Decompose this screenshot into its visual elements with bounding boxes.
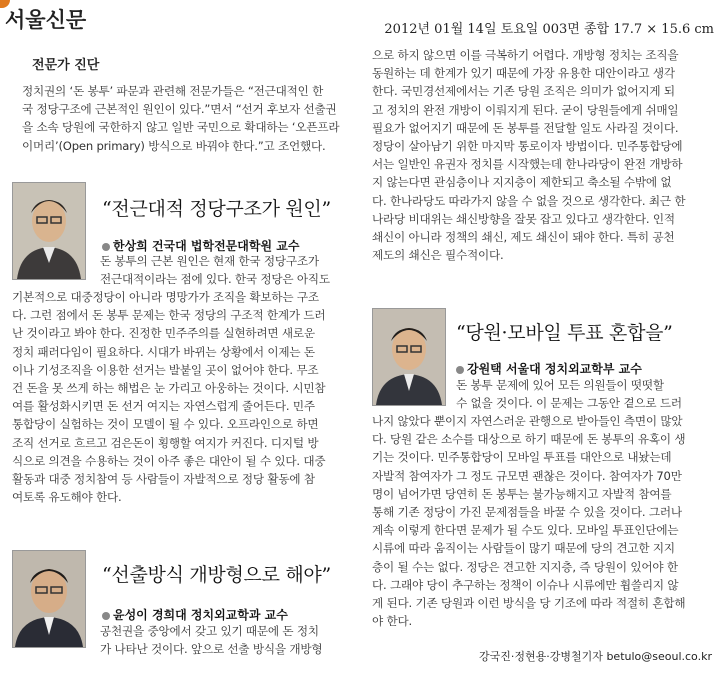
expert2-line: 쇄신이 아니라 정책의 쇄신, 제도 쇄신이 돼야 한다. 특히 공천 <box>372 230 675 245</box>
expert3-line: 나지 않았다 뿐이지 자연스러운 관행으로 받아들인 측면이 많았 <box>372 414 683 428</box>
expert1-paragraph-body <box>12 288 358 506</box>
reporter-credit <box>479 648 712 664</box>
expert3-line: 다. 당원 같은 소수를 대상으로 하기 때문에 돈 봉투의 유혹이 생 <box>372 432 686 447</box>
expert2-line: 지 않는다면 관심층이나 지지층이 제한되고 축소될 수밖에 없 <box>372 175 672 190</box>
expert2-line: 제도의 쇄신은 필수적이다. <box>372 248 504 263</box>
expert3-quote: “당원·모바일 투표 혼합을” <box>456 322 673 344</box>
expert2-photo <box>12 550 86 648</box>
bullet-icon <box>102 612 110 620</box>
newspaper-logo: 서울신문 <box>5 8 87 32</box>
expert1-name: 한상희 건국대 법학전문대학원 교수 <box>113 239 300 253</box>
expert1-line: 통합당이 실험하는 것이 모델이 될 수 있다. 오프라인으로 하면 <box>12 417 319 432</box>
bullet-icon <box>102 243 110 251</box>
expert2-name: 윤성이 경희대 정치외교학과 교수 <box>113 608 288 622</box>
expert1-quote: “전근대적 정당구조가 원인” <box>102 198 331 220</box>
expert3-paragraph-top <box>456 376 712 412</box>
expert2-line: 다. 한나라당도 따라가지 않을 수 없을 것으로 생각한다. 최근 한 <box>372 193 686 208</box>
dateline: 2012년 01월 14일 토요일 003면 종합 17.7 × 15.6 cm <box>384 22 714 37</box>
expert3-byline <box>456 360 642 377</box>
expert2-quote: “선출방식 개방형으로 해야” <box>102 564 331 586</box>
expert1-line: 조직 선거로 흐르고 검은돈이 횡행할 여지가 커진다. 디지털 방 <box>12 435 319 450</box>
intro-paragraph <box>22 82 358 155</box>
expert3-line: 명이 넘어가면 당연히 돈 봉투는 불가능해지고 자발적 참여를 <box>372 486 672 501</box>
expert3-line: 다. 그래야 당이 추구하는 정책이 이슈나 시류에만 휩쓸리지 않 <box>372 577 679 592</box>
expert3-line: 통해 기존 정당이 가진 문제점들을 바꿀 수 있을 것이다. 그러나 <box>372 505 682 520</box>
expert2-line: 정당이 살아남기 위한 마지막 통로이자 방법이다. 민주통합당에 <box>372 139 683 154</box>
expert1-line: 여토록 유도해야 한다. <box>12 490 122 505</box>
expert2-line: 으로 하지 않으면 이를 극복하기 어렵다. 개방형 정치는 조직을 <box>372 48 679 62</box>
expert3-photo <box>372 308 446 406</box>
expert2-paragraph-continued <box>372 46 712 264</box>
expert3-line: 돈 봉투 문제에 있어 모든 의원들이 떳떳할 <box>456 378 664 392</box>
expert1-line: 기본적으로 대중정당이 아니라 명망가가 조직을 확보하는 구조 <box>12 290 319 304</box>
expert3-line: 수 없을 것이다. 이 문제는 그동안 곁으로 드러 <box>456 396 682 411</box>
expert2-line: 고 정치의 완전 개방이 이뤄지게 된다. 굳이 당원들에게 쉬매일 <box>372 102 679 117</box>
expert2-paragraph-top <box>100 622 358 658</box>
masthead <box>0 0 720 44</box>
intro-line: 을 소속 당원에 국한하지 않고 일반 국민으로 확대하는 ‘오픈프라 <box>22 120 340 135</box>
right-column <box>372 46 712 676</box>
intro-line: 정치권의 ‘돈 봉투’ 파문과 관련해 전문가들은 “전근대적인 한 <box>22 84 324 98</box>
expert1-line: 건 돈을 못 쓰게 하는 해법은 눈 가리고 아웅하는 것이다. 시민참 <box>12 381 326 396</box>
expert1-line: 돈 봉투의 근본 원인은 현재 한국 정당구조가 <box>100 254 319 268</box>
expert1-line: 난 것이라고 봐야 한다. 진정한 민주주의를 실현하려면 새로운 <box>12 326 315 341</box>
expert3-line: 계속 이렇게 한다면 문제가 될 수도 있다. 모바일 투표인단에는 <box>372 523 679 538</box>
expert2-byline <box>102 606 288 623</box>
expert3-line: 야 한다. <box>372 614 412 629</box>
expert3-line: 층이 될 수는 없다. 정당은 견고한 지지층, 즉 당원이 있어야 한 <box>372 559 678 574</box>
expert2-line: 동원하는 데 한계가 있기 때문에 가장 유용한 대안이라고 생각 <box>372 66 675 81</box>
expert2-line: 가 나타난 것이다. 앞으로 선출 방식을 개방형 <box>100 642 323 657</box>
expert2-line: 서는 일반인 유권자 정치를 시작했는데 한나라당이 완전 개방하 <box>372 157 683 172</box>
expert3-line: 게 된다. 기존 당원과 이런 방식을 당 기조에 따라 적절히 혼합해 <box>372 596 686 611</box>
expert1-photo <box>12 182 86 280</box>
expert2-line: 공천권을 중앙에서 갖고 있기 때문에 돈 정치 <box>100 624 319 638</box>
intro-line: 이머리’(Open primary) 방식으로 바꿔야 한다.”고 조언했다. <box>22 138 326 153</box>
expert1-line: 식으로 의견을 수용하는 것이 아주 좋은 대안이 될 수 있다. 대중 <box>12 453 326 468</box>
reporter-email[interactable]: betulo@seoul.co.kr <box>606 650 712 663</box>
left-column <box>12 46 358 676</box>
expert1-line: 이나 기성조직을 이용한 선거는 발붙일 곳이 없어야 한다. 무조 <box>12 362 319 377</box>
expert3-line: 자발적 참여자가 그 정도 규모면 괜찮은 것이다. 참여자가 70만 <box>372 468 682 483</box>
reporter-names: 강국진·정현용·강병철기자 <box>479 650 603 663</box>
expert1-line: 정치 패러다임이 필요하다. 시대가 바뀌는 상황에서 이제는 돈 <box>12 344 315 359</box>
expert3-line: 시류에 따라 움직이는 사람들이 많기 때문에 당의 견고한 지지 <box>372 541 675 556</box>
intro-line: 국 정당구조에 근본적인 원인이 있다.”면서 “선거 후보자 선출권 <box>22 102 337 117</box>
expert1-line: 전근대적이라는 점에 있다. 한국 정당은 아직도 <box>100 272 330 287</box>
expert3-paragraph-body <box>372 412 712 630</box>
expert3-line: 기는 것이다. 민주통합당이 모바일 투표를 대안으로 내놨는데 <box>372 450 672 465</box>
expert1-line: 여를 활성화시키면 돈 선거 여지는 자연스럽게 줄어든다. 민주 <box>12 399 315 414</box>
bullet-icon <box>456 366 464 374</box>
expert3-name: 강원택 서울대 정치외교학부 교수 <box>467 362 642 376</box>
expert1-line: 다. 그런 점에서 돈 봉투 문제는 한국 정당의 구조적 한계가 드러 <box>12 308 326 323</box>
expert2-line: 필요가 없어지기 때문에 돈 봉투를 전달할 일도 사라질 것이다. <box>372 120 679 135</box>
section-label: 전문가 진단 <box>32 58 100 73</box>
expert2-line: 나라당 비대위는 쇄신방향을 잘못 잡고 있다고 생각한다. 인적 <box>372 211 675 226</box>
expert1-paragraph-top <box>100 252 358 288</box>
expert2-line: 한다. 국민경선제에서는 기존 당원 조직은 의미가 없어지게 되 <box>372 84 675 99</box>
expert1-line: 활동과 대중 정치참여 등 사람들이 자발적으로 정당 활동에 참 <box>12 472 315 487</box>
